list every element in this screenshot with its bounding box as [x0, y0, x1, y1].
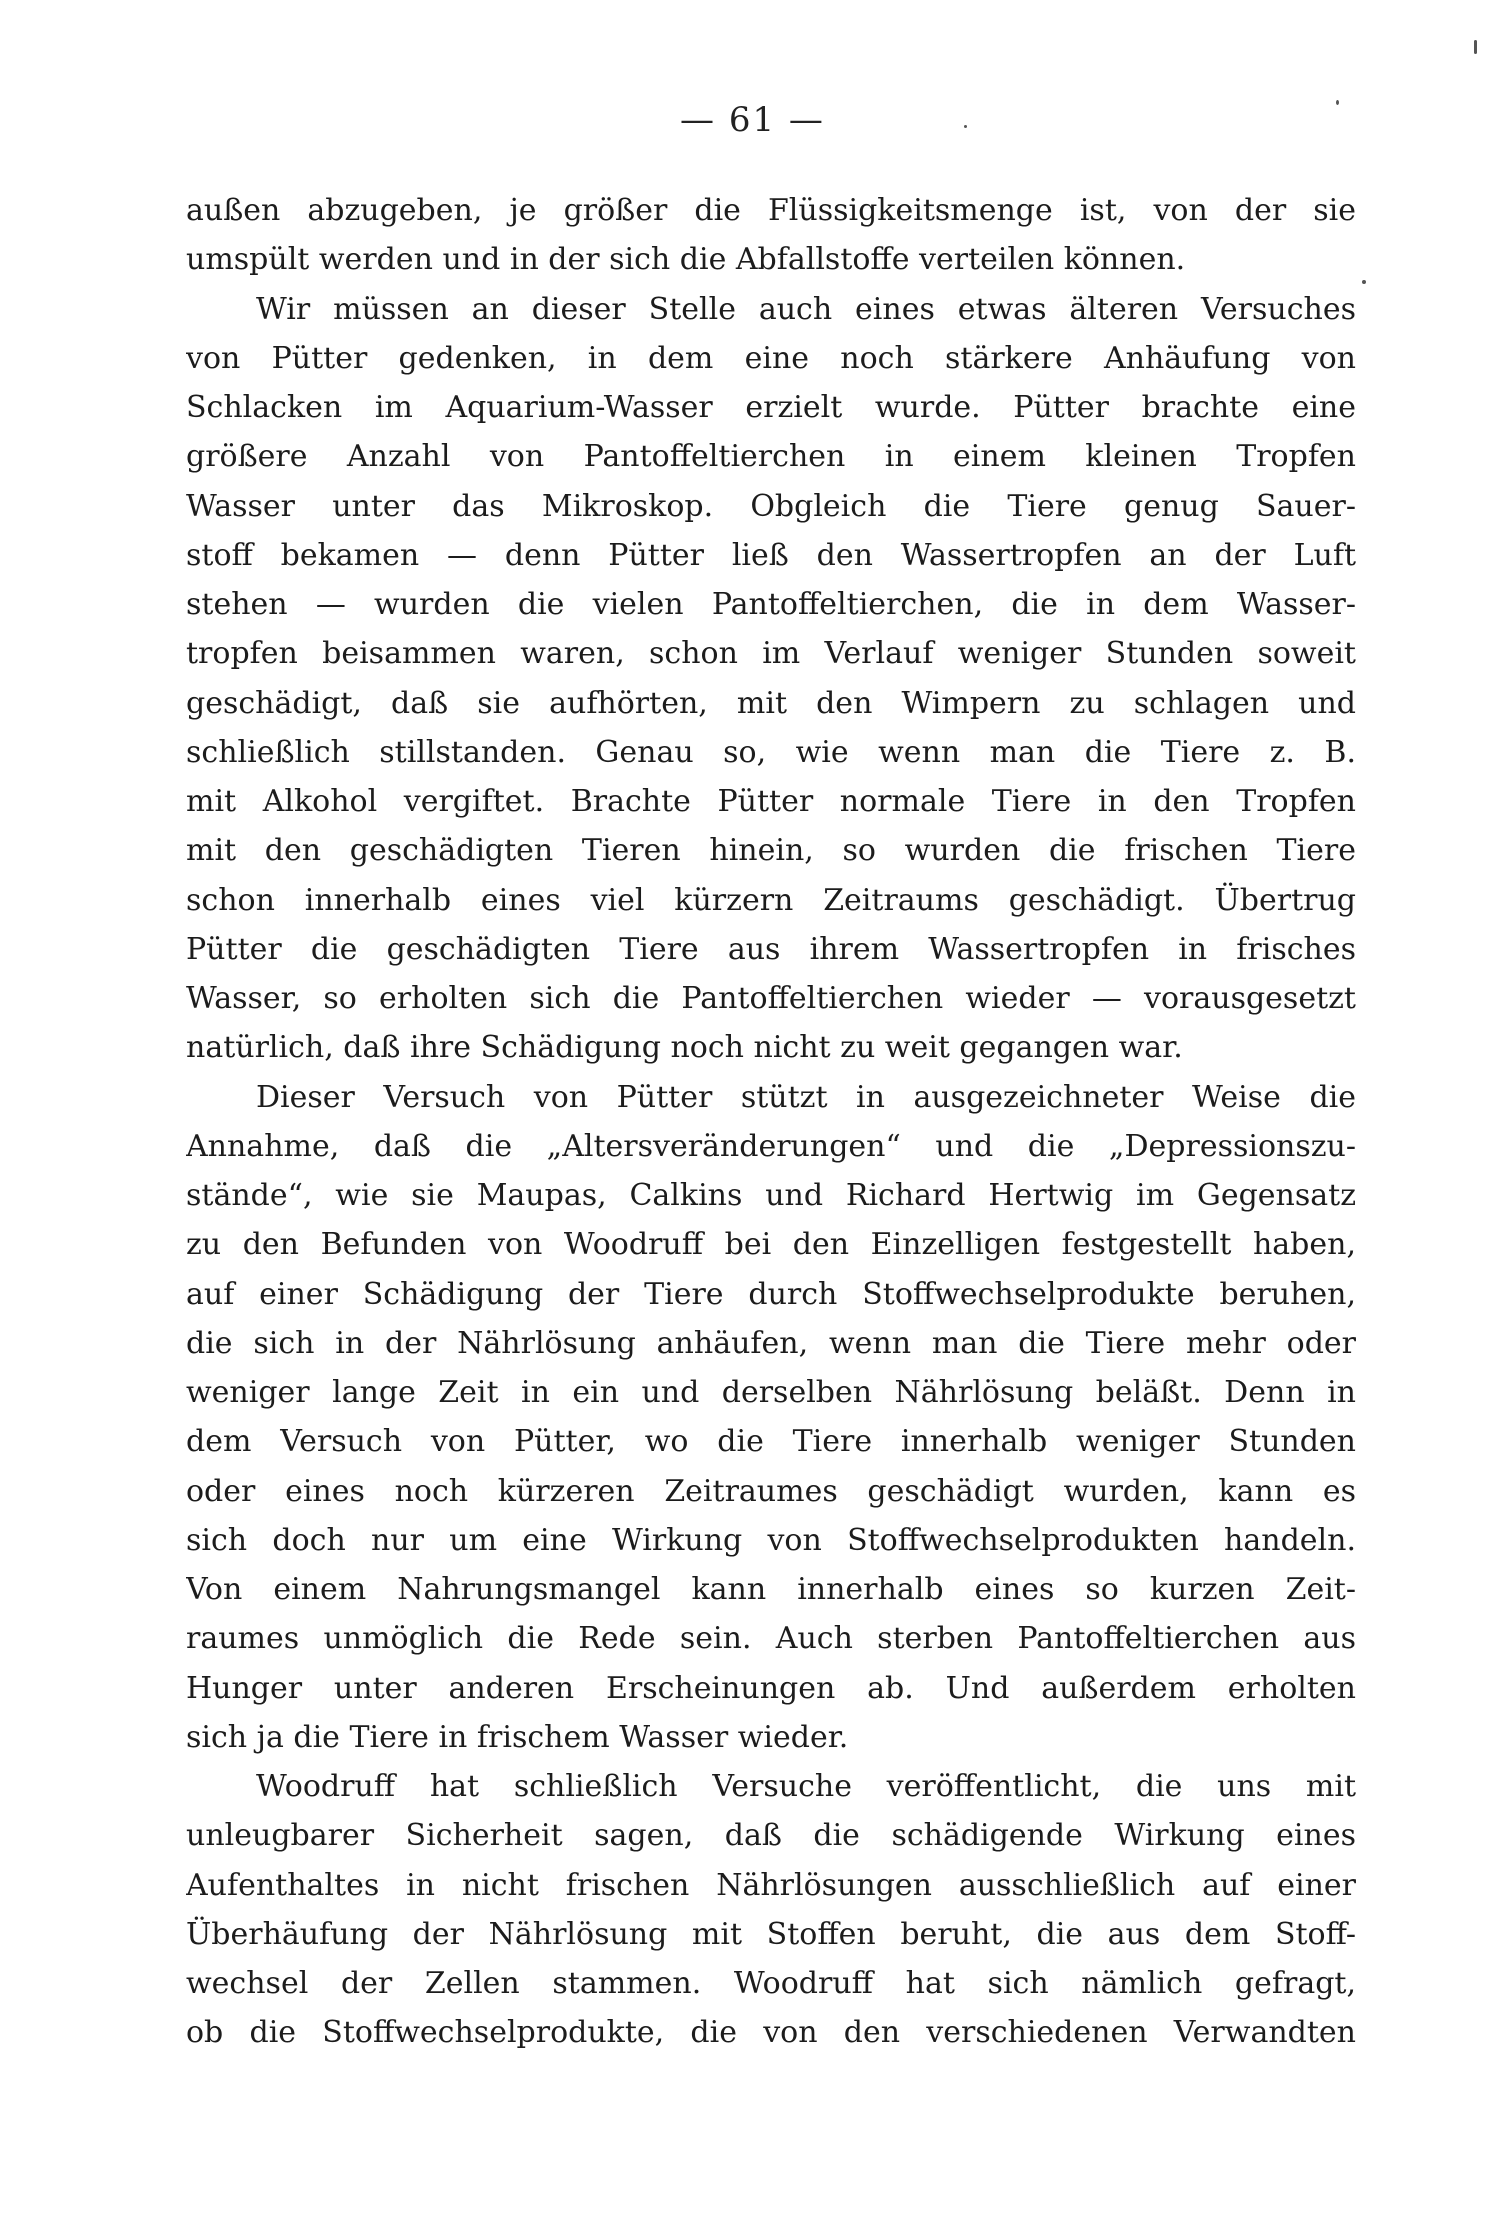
text-line: unleugbarer Sicherheit sagen, daß die schädigende Wirkung eines [186, 1818, 1356, 1854]
text-line: oder eines noch kürzeren Zeitraumes geschädigt wurden, kann es [186, 1473, 1356, 1509]
text-line: dem Versuch von Pütter, wo die Tiere innerhalb weniger Stunden [186, 1424, 1356, 1460]
text-line: schon innerhalb eines viel kürzern Zeitraums geschädigt. Übertrug [186, 882, 1356, 918]
text-line: Hunger unter anderen Erscheinungen ab. Und außerdem erholten [186, 1670, 1356, 1706]
text-line: Wir müssen an dieser Stelle auch eines etwas älteren Versuches [256, 291, 1356, 327]
text-line: umspült werden und in der sich die Abfallstoffe verteilen können. [186, 242, 1186, 278]
text-line: Pütter die geschädigten Tiere aus ihrem Wassertropfen in frisches [186, 931, 1356, 967]
text-line: von Pütter gedenken, in dem eine noch stärkere Anhäufung von [186, 340, 1356, 376]
text-line: sich ja die Tiere in frischem Wasser wieder. [186, 1719, 849, 1755]
paper-speck [1362, 280, 1366, 284]
text-line: tropfen beisammen waren, schon im Verlauf weniger Stunden soweit [186, 636, 1356, 672]
text-line: Schlacken im Aquarium-Wasser erzielt wurde. Pütter brachte eine [186, 390, 1356, 425]
text-line: ob die Stoffwechselprodukte, die von den verschiedenen Verwandten [186, 2015, 1356, 2051]
text-line: stände“, wie sie Maupas, Calkins und Richard Hertwig im Gegensatz [186, 1178, 1356, 1213]
page-number: — 61 — [680, 100, 825, 140]
text-line: wechsel der Zellen stammen. Woodruff hat sich nämlich gefragt, [186, 1966, 1356, 2001]
text-line: Wasser, so erholten sich die Pantoffeltierchen wieder — vorausgesetzt [186, 981, 1356, 1016]
paper-speck [1474, 40, 1477, 54]
text-line: Annahme, daß die „Altersveränderungen“ und die „Depressionszu- [186, 1128, 1356, 1164]
text-line: stoff bekamen — denn Pütter ließ den Wassertropfen an der Luft [186, 537, 1356, 573]
text-line: mit Alkohol vergiftet. Brachte Pütter normale Tiere in den Tropfen [186, 784, 1356, 819]
text-line: Von einem Nahrungsmangel kann innerhalb eines so kurzen Zeit- [186, 1572, 1356, 1607]
text-line: Aufenthaltes in nicht frischen Nährlösungen ausschließlich auf einer [186, 1867, 1356, 1903]
text-line: raumes unmöglich die Rede sein. Auch sterben Pantoffeltierchen aus [186, 1621, 1356, 1657]
text-line: auf einer Schädigung der Tiere durch Stoffwechselprodukte beruhen, [186, 1276, 1356, 1312]
text-line: natürlich, daß ihre Schädigung noch nicht zu weit gegangen war. [186, 1030, 1183, 1066]
text-line: schließlich stillstanden. Genau so, wie wenn man die Tiere z. B. [186, 734, 1356, 770]
paper-speck [1336, 100, 1339, 105]
text-line: die sich in der Nährlösung anhäufen, wenn man die Tiere mehr oder [186, 1325, 1356, 1361]
paper-speck [964, 125, 967, 128]
text-line: weniger lange Zeit in ein und derselben Nährlösung beläßt. Denn in [186, 1375, 1356, 1410]
text-line: Dieser Versuch von Pütter stützt in ausgezeichneter Weise die [256, 1079, 1356, 1115]
text-line: mit den geschädigten Tieren hinein, so wurden die frischen Tiere [186, 833, 1356, 869]
text-line: Überhäufung der Nährlösung mit Stoffen beruht, die aus dem Stoff- [186, 1916, 1356, 1952]
text-line: Woodruff hat schließlich Versuche veröffentlicht, die uns mit [256, 1769, 1356, 1804]
text-line: sich doch nur um eine Wirkung von Stoffwechselprodukten handeln. [186, 1522, 1356, 1558]
text-line: Wasser unter das Mikroskop. Obgleich die Tiere genug Sauer- [186, 488, 1356, 524]
body-text [186, 186, 1356, 2058]
text-line: stehen — wurden die vielen Pantoffeltierchen, die in dem Wasser- [186, 587, 1356, 622]
text-line: zu den Befunden von Woodruff bei den Einzelligen festgestellt haben, [186, 1227, 1356, 1263]
text-line: geschädigt, daß sie aufhörten, mit den Wimpern zu schlagen und [186, 685, 1356, 721]
text-line: außen abzugeben, je größer die Flüssigkeitsmenge ist, von der sie [186, 193, 1356, 228]
text-line: größere Anzahl von Pantoffeltierchen in einem kleinen Tropfen [186, 439, 1356, 475]
